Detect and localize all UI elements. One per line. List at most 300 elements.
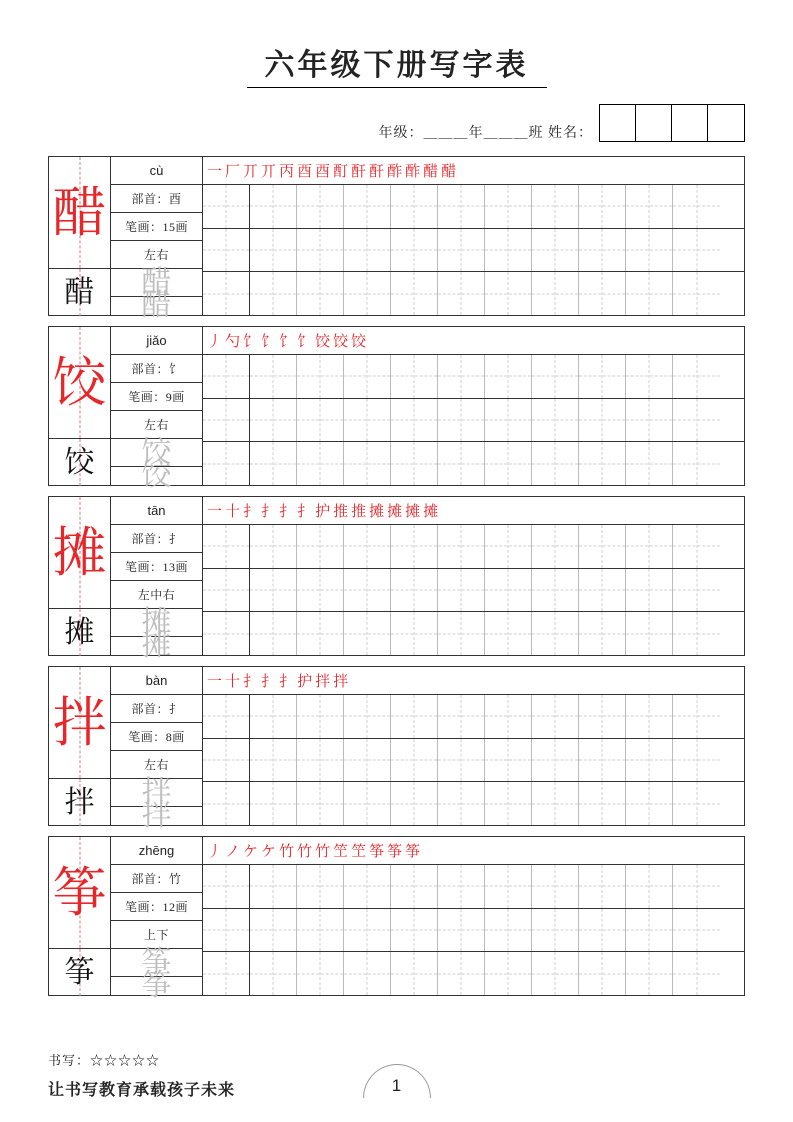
practice-cell[interactable]: [344, 272, 391, 315]
practice-cell[interactable]: [626, 185, 673, 228]
practice-cell[interactable]: [250, 569, 297, 612]
stroke-count-value: 12画: [162, 900, 189, 914]
model-char-small: 饺: [64, 445, 95, 479]
title-underline: [247, 87, 547, 88]
stroke-step: 扌: [261, 674, 277, 690]
practice-cell[interactable]: [579, 739, 626, 782]
practice-cell[interactable]: [391, 612, 438, 655]
practice-cell[interactable]: [579, 355, 626, 398]
ghost-char: 拌: [141, 799, 172, 832]
practice-cell[interactable]: [626, 525, 673, 568]
practice-cell[interactable]: [297, 952, 344, 995]
practice-cell[interactable]: [626, 739, 673, 782]
practice-cell[interactable]: [438, 865, 485, 908]
practice-cell[interactable]: [532, 229, 579, 272]
structure-row: 左右: [111, 751, 202, 779]
model-char-small: 筝: [64, 955, 95, 989]
stroke-step: 饺: [333, 334, 349, 350]
practice-cell[interactable]: [391, 952, 438, 995]
practice-cell[interactable]: [344, 865, 391, 908]
practice-cell[interactable]: [532, 355, 579, 398]
practice-cell[interactable]: [438, 229, 485, 272]
practice-cell[interactable]: [626, 399, 673, 442]
practice-cell[interactable]: [485, 739, 532, 782]
practice-cell[interactable]: [250, 865, 297, 908]
practice-cell[interactable]: [579, 782, 626, 825]
stroke-count-value: 13画: [162, 560, 189, 574]
practice-cell[interactable]: [203, 695, 250, 738]
practice-cell[interactable]: [438, 782, 485, 825]
stroke-order-row: [203, 667, 744, 695]
model-char-large-box: [49, 667, 110, 779]
ghost-char: 筝: [141, 969, 172, 1002]
student-info-row: [0, 104, 793, 142]
stroke-count-label: 笔画：: [124, 220, 163, 234]
stroke-count-row: [111, 213, 202, 241]
stroke-count-label: 笔画：: [128, 390, 166, 404]
practice-grid: [203, 525, 744, 655]
practice-cell[interactable]: [250, 952, 297, 995]
char-info-column: [111, 837, 203, 1002]
name-cell[interactable]: [600, 105, 636, 141]
stroke-step: 推: [351, 504, 367, 520]
stroke-step: ノ: [225, 844, 241, 860]
practice-cell[interactable]: [297, 229, 344, 272]
practice-cell[interactable]: [532, 952, 579, 995]
practice-row: [203, 525, 744, 569]
practice-cell[interactable]: [250, 525, 297, 568]
radical-value: 扌: [169, 702, 182, 716]
pinyin-label: jiǎo: [111, 327, 202, 355]
stroke-step: 酊: [333, 164, 349, 180]
practice-cell[interactable]: [579, 399, 626, 442]
practice-cell[interactable]: [297, 612, 344, 655]
stroke-step: 饣: [243, 334, 259, 350]
radical-label: 部首：: [131, 702, 169, 716]
practice-cell[interactable]: [438, 185, 485, 228]
practice-cell[interactable]: [250, 442, 297, 485]
practice-cell[interactable]: [250, 272, 297, 315]
practice-cell[interactable]: [203, 355, 250, 398]
practice-cell[interactable]: [391, 865, 438, 908]
practice-cell[interactable]: [203, 569, 250, 612]
practice-cell[interactable]: [673, 525, 720, 568]
practice-row: [203, 185, 744, 229]
model-char-small-box: [49, 609, 110, 656]
practice-cell[interactable]: [203, 229, 250, 272]
practice-cell[interactable]: [626, 442, 673, 485]
structure-row: 左右: [111, 411, 202, 439]
stroke-step: 摊: [369, 504, 385, 520]
student-info-label: 年级：＿＿＿年＿＿＿班 姓名：: [378, 126, 593, 141]
practice-cell[interactable]: [626, 909, 673, 952]
practice-cell[interactable]: [673, 782, 720, 825]
name-input-grid[interactable]: [599, 104, 745, 142]
practice-cell[interactable]: [344, 399, 391, 442]
practice-cell[interactable]: [391, 909, 438, 952]
practice-cell[interactable]: [579, 185, 626, 228]
practice-cell[interactable]: [250, 399, 297, 442]
practice-cell[interactable]: [391, 355, 438, 398]
practice-cell[interactable]: [344, 782, 391, 825]
stroke-step: 扌: [279, 674, 295, 690]
practice-cell[interactable]: [673, 952, 720, 995]
practice-cell[interactable]: [297, 569, 344, 612]
practice-cell[interactable]: [626, 865, 673, 908]
stroke-order-row: [203, 157, 744, 185]
radical-value: 竹: [169, 872, 182, 886]
stroke-step: 竹: [315, 844, 331, 860]
practice-cell[interactable]: [250, 782, 297, 825]
practice-cell[interactable]: [344, 229, 391, 272]
practice-column: [203, 157, 744, 315]
practice-cell[interactable]: [579, 612, 626, 655]
radical-label: 部首：: [131, 872, 169, 886]
practice-row: [203, 612, 744, 655]
practice-cell[interactable]: [579, 272, 626, 315]
stroke-count-value: 8画: [165, 730, 185, 744]
practice-cell[interactable]: [626, 355, 673, 398]
practice-cell[interactable]: [250, 739, 297, 782]
practice-grid: [203, 185, 744, 315]
practice-row: [203, 355, 744, 399]
radical-label: 部首：: [131, 362, 169, 376]
practice-cell[interactable]: [297, 782, 344, 825]
practice-cell[interactable]: [485, 272, 532, 315]
stroke-step: 丙: [279, 164, 295, 180]
model-char-large: 饺: [52, 352, 107, 413]
stroke-step: 扌: [297, 504, 313, 520]
page-number: 1: [391, 1076, 402, 1095]
stroke-step: 酢: [387, 164, 403, 180]
ghost-char: 饺: [141, 459, 172, 492]
radical-row: [111, 185, 202, 213]
name-cell[interactable]: [636, 105, 672, 141]
model-char-small: 醋: [64, 275, 95, 309]
character-block: [48, 666, 745, 832]
stroke-step: 十: [225, 674, 241, 690]
radical-value: 饣: [169, 362, 182, 376]
practice-cell[interactable]: [579, 229, 626, 272]
practice-cell[interactable]: [344, 612, 391, 655]
practice-cell[interactable]: [673, 612, 720, 655]
practice-cell[interactable]: [438, 442, 485, 485]
model-char-cell: [49, 327, 111, 485]
practice-cell[interactable]: [673, 909, 720, 952]
stroke-step: ケ: [243, 844, 259, 860]
pinyin-label: bàn: [111, 667, 202, 695]
practice-cell[interactable]: [438, 569, 485, 612]
practice-cell[interactable]: [532, 185, 579, 228]
practice-cell[interactable]: [673, 185, 720, 228]
practice-cell[interactable]: [438, 909, 485, 952]
practice-cell[interactable]: [391, 695, 438, 738]
ghost-char: 醋: [141, 289, 172, 322]
stroke-step: 护: [297, 674, 313, 690]
character-blocks: [48, 156, 745, 1002]
practice-grid: [203, 355, 744, 485]
stroke-step: 扌: [261, 504, 277, 520]
practice-cell[interactable]: [203, 399, 250, 442]
structure-row: 左右: [111, 241, 202, 269]
practice-cell[interactable]: [485, 865, 532, 908]
practice-cell[interactable]: [297, 739, 344, 782]
stroke-step: 推: [333, 504, 349, 520]
stroke-order-row: [203, 497, 744, 525]
model-char-large-box: [49, 327, 110, 439]
practice-cell[interactable]: [579, 525, 626, 568]
practice-cell[interactable]: [203, 909, 250, 952]
practice-cell[interactable]: [532, 442, 579, 485]
stroke-step: 丿: [207, 334, 223, 350]
practice-cell[interactable]: [579, 952, 626, 995]
practice-cell[interactable]: [579, 909, 626, 952]
practice-cell[interactable]: [344, 355, 391, 398]
practice-cell[interactable]: [250, 355, 297, 398]
radical-row: [111, 865, 202, 893]
stroke-step: 丌: [261, 164, 277, 180]
practice-cell[interactable]: [250, 185, 297, 228]
practice-row: [203, 695, 744, 739]
practice-cell[interactable]: [391, 272, 438, 315]
stroke-step: 筝: [369, 844, 385, 860]
practice-cell[interactable]: [297, 442, 344, 485]
practice-cell[interactable]: [485, 952, 532, 995]
practice-cell[interactable]: [532, 739, 579, 782]
stroke-step: 护: [315, 504, 331, 520]
practice-cell[interactable]: [250, 229, 297, 272]
model-char-small-box: [49, 779, 110, 826]
practice-cell[interactable]: [203, 739, 250, 782]
practice-row: [203, 399, 744, 443]
practice-cell[interactable]: [485, 399, 532, 442]
practice-grid: [203, 695, 744, 825]
model-char-small-box: [49, 949, 110, 996]
practice-cell[interactable]: [203, 525, 250, 568]
practice-column: [203, 497, 744, 655]
stroke-step: 扌: [279, 504, 295, 520]
stroke-step: 筝: [387, 844, 403, 860]
model-char-small-box: [49, 439, 110, 486]
model-char-cell: [49, 157, 111, 315]
model-char-large-box: [49, 497, 110, 609]
practice-cell[interactable]: [391, 739, 438, 782]
practice-cell[interactable]: [391, 442, 438, 485]
practice-cell[interactable]: [344, 185, 391, 228]
rating-stars: ☆☆☆☆☆: [90, 1053, 161, 1068]
practice-cell[interactable]: [391, 569, 438, 612]
structure-row: 上下: [111, 921, 202, 949]
ghost-char-box: [111, 629, 202, 662]
name-cell[interactable]: [708, 105, 744, 141]
practice-cell[interactable]: [673, 442, 720, 485]
name-cell[interactable]: [672, 105, 708, 141]
practice-cell[interactable]: [532, 399, 579, 442]
practice-cell[interactable]: [532, 569, 579, 612]
practice-cell[interactable]: [579, 865, 626, 908]
practice-cell[interactable]: [673, 569, 720, 612]
practice-cell[interactable]: [203, 442, 250, 485]
practice-cell[interactable]: [579, 569, 626, 612]
practice-cell[interactable]: [626, 612, 673, 655]
ghost-char-box: [111, 969, 202, 1002]
practice-cell[interactable]: [485, 355, 532, 398]
practice-cell[interactable]: [485, 442, 532, 485]
stroke-step: 醋: [441, 164, 457, 180]
model-char-small: 摊: [64, 615, 95, 649]
practice-cell[interactable]: [438, 399, 485, 442]
practice-cell[interactable]: [344, 525, 391, 568]
practice-cell[interactable]: [673, 355, 720, 398]
stroke-step: 饣: [297, 334, 313, 350]
practice-cell[interactable]: [297, 525, 344, 568]
practice-cell[interactable]: [391, 782, 438, 825]
model-char-large: 醋: [52, 182, 107, 243]
ghost-char: 筝: [141, 945, 172, 979]
practice-cell[interactable]: [485, 695, 532, 738]
practice-cell[interactable]: [532, 525, 579, 568]
practice-cell[interactable]: [203, 185, 250, 228]
practice-cell[interactable]: [485, 782, 532, 825]
practice-cell[interactable]: [673, 272, 720, 315]
stroke-step: 酉: [315, 164, 331, 180]
practice-cell[interactable]: [438, 739, 485, 782]
practice-cell[interactable]: [438, 695, 485, 738]
practice-cell[interactable]: [344, 442, 391, 485]
practice-cell[interactable]: [344, 909, 391, 952]
practice-cell[interactable]: [485, 909, 532, 952]
ghost-char: 醋: [141, 265, 172, 299]
model-char-large-box: [49, 157, 110, 269]
practice-cell[interactable]: [485, 525, 532, 568]
practice-cell[interactable]: [250, 695, 297, 738]
stroke-step: 酐: [351, 164, 367, 180]
practice-cell[interactable]: [203, 952, 250, 995]
practice-cell[interactable]: [673, 739, 720, 782]
practice-row: [203, 865, 744, 909]
practice-cell[interactable]: [532, 909, 579, 952]
practice-cell[interactable]: [532, 612, 579, 655]
practice-cell[interactable]: [438, 272, 485, 315]
practice-cell[interactable]: [297, 355, 344, 398]
practice-cell[interactable]: [250, 612, 297, 655]
stroke-count-value: 15画: [162, 220, 189, 234]
stroke-step: 拌: [315, 674, 331, 690]
practice-cell[interactable]: [532, 865, 579, 908]
stroke-count-row: [111, 383, 202, 411]
practice-cell[interactable]: [297, 865, 344, 908]
practice-row: [203, 229, 744, 273]
ghost-char: 摊: [141, 605, 172, 639]
practice-cell[interactable]: [438, 612, 485, 655]
practice-cell[interactable]: [673, 865, 720, 908]
practice-cell[interactable]: [344, 569, 391, 612]
practice-cell[interactable]: [297, 272, 344, 315]
practice-cell[interactable]: [532, 272, 579, 315]
practice-cell[interactable]: [626, 952, 673, 995]
practice-cell[interactable]: [438, 952, 485, 995]
practice-cell[interactable]: [391, 185, 438, 228]
practice-cell[interactable]: [626, 272, 673, 315]
practice-row: [203, 909, 744, 953]
stroke-step: 笁: [333, 844, 349, 860]
stroke-step: 酢: [405, 164, 421, 180]
radical-row: [111, 525, 202, 553]
practice-cell[interactable]: [297, 185, 344, 228]
practice-cell[interactable]: [297, 909, 344, 952]
stroke-count-label: 笔画：: [124, 900, 163, 914]
practice-cell[interactable]: [532, 695, 579, 738]
practice-cell[interactable]: [626, 229, 673, 272]
ghost-char-box: [111, 459, 202, 492]
practice-cell[interactable]: [344, 695, 391, 738]
practice-cell[interactable]: [673, 399, 720, 442]
char-info-column: [111, 327, 203, 492]
radical-row: [111, 355, 202, 383]
char-info-column: [111, 667, 203, 832]
pinyin-label: zhēng: [111, 837, 202, 865]
stroke-step: 厂: [225, 164, 241, 180]
practice-cell[interactable]: [297, 399, 344, 442]
practice-cell[interactable]: [344, 739, 391, 782]
stroke-step: 酉: [297, 164, 313, 180]
stroke-step: 酐: [369, 164, 385, 180]
char-info-column: [111, 497, 203, 662]
practice-column: [203, 667, 744, 825]
practice-cell[interactable]: [579, 695, 626, 738]
practice-cell[interactable]: [391, 229, 438, 272]
model-char-large: 拌: [52, 692, 107, 753]
practice-cell[interactable]: [438, 525, 485, 568]
practice-cell[interactable]: [344, 952, 391, 995]
practice-cell[interactable]: [203, 612, 250, 655]
practice-column: [203, 327, 744, 485]
practice-cell[interactable]: [438, 355, 485, 398]
practice-cell[interactable]: [579, 442, 626, 485]
practice-cell[interactable]: [203, 272, 250, 315]
practice-cell[interactable]: [391, 399, 438, 442]
radical-row: [111, 695, 202, 723]
practice-row: [203, 782, 744, 825]
practice-cell[interactable]: [203, 865, 250, 908]
practice-cell[interactable]: [485, 185, 532, 228]
pinyin-label: cù: [111, 157, 202, 185]
practice-cell[interactable]: [391, 525, 438, 568]
ghost-char-box: [111, 799, 202, 832]
practice-cell[interactable]: [485, 612, 532, 655]
character-block: [48, 836, 745, 1002]
stroke-step: 一: [207, 164, 223, 180]
practice-cell[interactable]: [203, 782, 250, 825]
stroke-count-row: [111, 723, 202, 751]
practice-cell[interactable]: [626, 695, 673, 738]
practice-cell[interactable]: [297, 695, 344, 738]
practice-cell[interactable]: [485, 569, 532, 612]
practice-row: [203, 952, 744, 995]
practice-cell[interactable]: [532, 782, 579, 825]
practice-cell[interactable]: [626, 782, 673, 825]
practice-cell[interactable]: [250, 909, 297, 952]
stroke-step: 十: [225, 504, 241, 520]
stroke-count-value: 9画: [165, 390, 185, 404]
practice-cell[interactable]: [673, 695, 720, 738]
practice-cell[interactable]: [673, 229, 720, 272]
practice-cell[interactable]: [485, 229, 532, 272]
model-char-cell: [49, 667, 111, 825]
writing-rating-label: 书写：: [48, 1053, 91, 1068]
practice-cell[interactable]: [626, 569, 673, 612]
ghost-char: 拌: [141, 775, 172, 809]
